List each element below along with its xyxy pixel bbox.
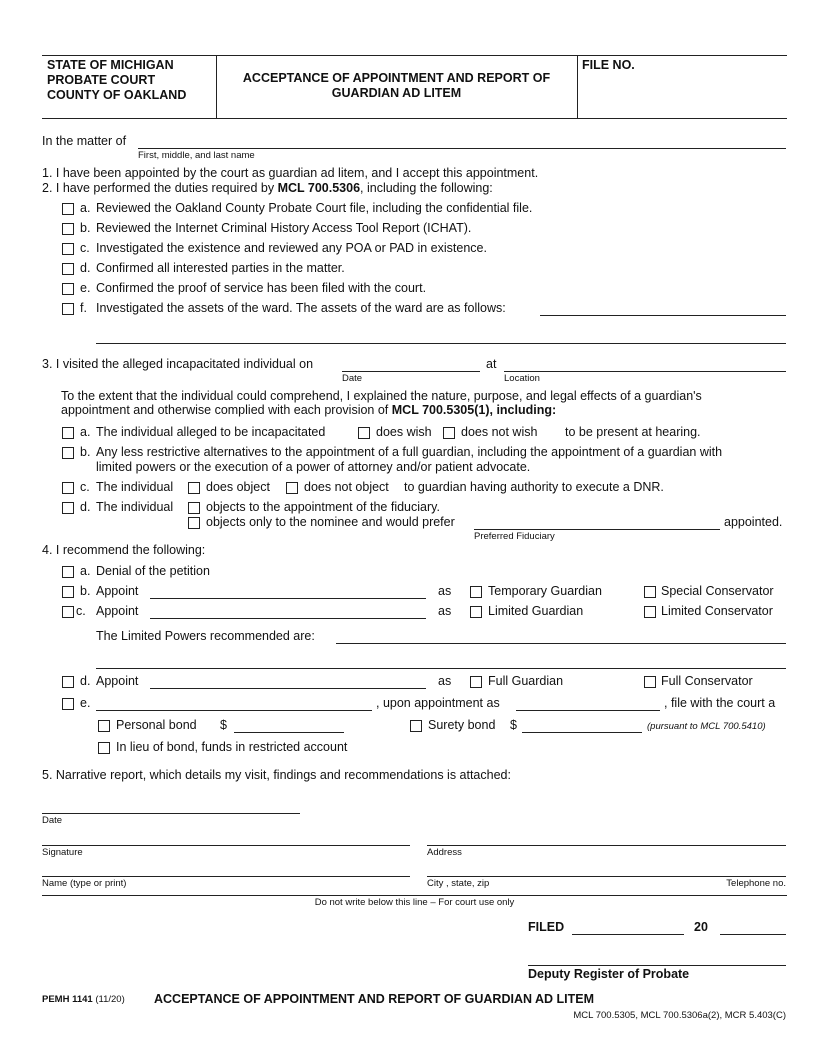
visit-date-line[interactable] <box>342 371 480 372</box>
item-letter: f. <box>80 301 87 315</box>
section-4-title: 4. I recommend the following: <box>42 543 206 557</box>
item-text: limited powers or the execution of a power of attorney and/or patient advocate. <box>96 460 531 474</box>
filed-date-line[interactable] <box>572 934 684 935</box>
surety-bond-amount-line[interactable] <box>522 732 642 733</box>
e-mid-text: , upon appointment as <box>376 696 500 710</box>
name-line[interactable] <box>42 876 410 877</box>
section-3-visited: 3. I visited the alleged incapacitated individual on <box>42 357 314 371</box>
para-pre: appointment and otherwise complied with each provision of <box>61 403 392 417</box>
appoint-label: Appoint <box>96 674 139 688</box>
city-line[interactable] <box>427 876 786 877</box>
section-3-paragraph-2 <box>61 403 556 417</box>
court-use-note: Do not write below this line – For court use only <box>314 897 515 908</box>
item-text: Reviewed the Oakland County Probate Court file, including the confidential file. <box>96 201 533 215</box>
limited-powers-label: The Limited Powers recommended are: <box>96 629 315 643</box>
option-label: Limited Guardian <box>488 604 584 618</box>
checkbox-does-object[interactable] <box>188 482 200 494</box>
checkbox-4e[interactable] <box>62 698 74 710</box>
limited-powers-line-2[interactable] <box>96 668 786 669</box>
court-line: PROBATE COURT <box>47 73 156 87</box>
visit-location-line[interactable] <box>504 371 786 372</box>
option-label: objects to the appointment of the fiduciary. <box>206 500 440 514</box>
item-text: Reviewed the Internet Criminal History Access Tool Report (ICHAT). <box>96 221 472 235</box>
item-letter: e. <box>80 696 91 710</box>
at-label: at <box>486 357 497 371</box>
header-top-rule <box>42 55 787 56</box>
section-2-ref: MCL 700.5306 <box>277 181 361 195</box>
appoint-label: Appoint <box>96 584 139 598</box>
checkbox-2a[interactable] <box>62 203 74 215</box>
section-2-text <box>42 181 493 195</box>
option-label: Temporary Guardian <box>488 584 602 598</box>
item-text: Investigated the assets of the ward. The assets of the ward are as follows: <box>96 301 506 315</box>
checkbox-2b[interactable] <box>62 223 74 235</box>
checkbox-objects-nominee[interactable] <box>188 517 200 529</box>
checkbox-2c[interactable] <box>62 243 74 255</box>
appoint-name-line-d[interactable] <box>150 688 426 689</box>
checkbox-limited-guardian[interactable] <box>470 606 482 618</box>
city-caption: City , state, zip <box>427 878 490 889</box>
option-label: Surety bond <box>428 718 496 732</box>
section-5-text: 5. Narrative report, which details my visit, findings and recommendations is attached: <box>42 768 511 782</box>
section-3-paragraph: To the extent that the individual could comprehend, I explained the nature, purpose, and legal effects of a guardian's <box>61 389 702 403</box>
item-letter: c. <box>76 604 86 618</box>
option-label: does not wish <box>461 425 538 439</box>
item-letter: b. <box>80 584 91 598</box>
form-title: GUARDIAN AD LITEM <box>331 86 462 100</box>
item-letter: b. <box>80 221 91 235</box>
footer-form-id <box>42 994 125 1005</box>
limited-powers-line-1[interactable] <box>336 643 786 644</box>
checkbox-does-not-object[interactable] <box>286 482 298 494</box>
option-label: Personal bond <box>116 718 197 732</box>
option-label: does not object <box>304 480 389 494</box>
section-1-text: 1. I have been appointed by the court as guardian ad litem, and I accept this appointment. <box>42 166 539 180</box>
date-caption: Date <box>42 815 63 826</box>
para-post: , including: <box>489 403 557 417</box>
checkbox-2f[interactable] <box>62 303 74 315</box>
date-caption: Date <box>342 373 363 384</box>
checkbox-does-wish[interactable] <box>358 427 370 439</box>
checkbox-temporary-guardian[interactable] <box>470 586 482 598</box>
item-letter: b. <box>80 445 91 459</box>
item-letter: a. <box>80 201 91 215</box>
signature-line[interactable] <box>42 845 410 846</box>
address-caption: Address <box>427 847 462 858</box>
footer-refs: MCL 700.5305, MCL 700.5306a(2), MCR 5.403(C) <box>573 1010 786 1021</box>
option-label: does wish <box>376 425 432 439</box>
date-line[interactable] <box>42 813 300 814</box>
para-ref: MCL 700.5305(1) <box>391 403 490 417</box>
court-line: STATE OF MICHIGAN <box>47 58 174 72</box>
item-text: The individual <box>96 500 174 514</box>
checkbox-limited-conservator[interactable] <box>644 606 656 618</box>
as-label: as <box>438 674 452 688</box>
pursuant-note: (pursuant to MCL 700.5410) <box>647 721 766 732</box>
section-2-post: , including the following: <box>360 181 493 195</box>
as-label: as <box>438 604 452 618</box>
court-use-rule <box>42 895 787 896</box>
option-label: Full Guardian <box>488 674 564 688</box>
checkbox-full-conservator[interactable] <box>644 676 656 688</box>
item-tail: to guardian having authority to execute a DNR. <box>404 480 664 494</box>
form-title: ACCEPTANCE OF APPOINTMENT AND REPORT OF <box>242 71 551 85</box>
option-label: In lieu of bond, funds in restricted account <box>116 740 348 754</box>
item-text: The individual alleged to be incapacitated <box>96 425 326 439</box>
item-letter: e. <box>80 281 91 295</box>
item-text: The individual <box>96 480 174 494</box>
option-label: does object <box>206 480 270 494</box>
checkbox-surety-bond[interactable] <box>410 720 422 732</box>
checkbox-3c[interactable] <box>62 482 74 494</box>
court-line: COUNTY OF OAKLAND <box>47 88 187 102</box>
preferred-fiduciary-line[interactable] <box>474 529 720 530</box>
item-letter: a. <box>80 564 91 578</box>
checkbox-4d[interactable] <box>62 676 74 688</box>
file-no-field[interactable] <box>582 75 782 115</box>
checkbox-special-conservator[interactable] <box>644 586 656 598</box>
checkbox-4a[interactable] <box>62 566 74 578</box>
option-label: Limited Conservator <box>661 604 773 618</box>
item-letter: d. <box>80 261 91 275</box>
as-label: as <box>438 584 452 598</box>
item-letter: c. <box>80 241 90 255</box>
matter-name-input[interactable] <box>138 134 786 148</box>
item-letter: d. <box>80 674 91 688</box>
item-text: Confirmed all interested parties in the matter. <box>96 261 345 275</box>
assets-line-2[interactable] <box>96 343 786 344</box>
dollar-sign: $ <box>220 718 227 732</box>
address-line[interactable] <box>427 845 786 846</box>
matter-label: In the matter of <box>42 134 127 148</box>
header-divider-2 <box>577 55 578 118</box>
checkbox-2d[interactable] <box>62 263 74 275</box>
item-letter: a. <box>80 425 91 439</box>
checkbox-3d[interactable] <box>62 502 74 514</box>
item-text: Confirmed the proof of service has been filed with the court. <box>96 281 427 295</box>
filed-year-line[interactable] <box>720 934 786 935</box>
appoint-label: Appoint <box>96 604 139 618</box>
appointment-type-line[interactable] <box>516 710 660 711</box>
telephone-caption: Telephone no. <box>726 878 786 889</box>
location-caption: Location <box>504 373 540 384</box>
e-tail-text: , file with the court a <box>664 696 776 710</box>
checkbox-4b[interactable] <box>62 586 74 598</box>
checkbox-personal-bond[interactable] <box>98 720 110 732</box>
filed-year: 20 <box>694 920 708 934</box>
file-no-label: FILE NO. <box>582 58 635 72</box>
checkbox-4c[interactable] <box>62 606 74 618</box>
item-text: Investigated the existence and reviewed any POA or PAD in existence. <box>96 241 487 255</box>
header-bottom-rule <box>42 118 787 119</box>
form-id: PEMH 1141 <box>42 994 93 1005</box>
item-text: Any less restrictive alternatives to the appointment of a full guardian, including the appointment of a guardian with <box>96 445 723 459</box>
personal-bond-amount-line[interactable] <box>234 732 344 733</box>
deputy-label: Deputy Register of Probate <box>528 967 690 981</box>
item-text: Denial of the petition <box>96 564 210 578</box>
footer-title: ACCEPTANCE OF APPOINTMENT AND REPORT OF GUARDIAN AD LITEM <box>154 992 595 1006</box>
signature-caption: Signature <box>42 847 83 858</box>
name-caption: Name (type or print) <box>42 878 127 889</box>
option-label: Full Conservator <box>661 674 753 688</box>
checkbox-3b[interactable] <box>62 447 74 459</box>
preferred-fiduciary-caption: Preferred Fiduciary <box>474 531 555 542</box>
checkbox-full-guardian[interactable] <box>470 676 482 688</box>
appoint-name-line-b[interactable] <box>150 598 426 599</box>
item-letter: d. <box>80 500 91 514</box>
appoint-name-line-e[interactable] <box>96 710 372 711</box>
filed-label: FILED <box>528 920 565 934</box>
checkbox-3a[interactable] <box>62 427 74 439</box>
option-label: Special Conservator <box>661 584 774 598</box>
deputy-line[interactable] <box>528 965 786 966</box>
form-date: (11/20) <box>95 994 125 1005</box>
assets-line-1[interactable] <box>540 315 786 316</box>
dollar-sign: $ <box>510 718 517 732</box>
item-letter: c. <box>80 480 90 494</box>
appoint-name-line-c[interactable] <box>150 618 426 619</box>
section-2-pre: 2. I have performed the duties required by <box>42 181 278 195</box>
checkbox-in-lieu-of-bond[interactable] <box>98 742 110 754</box>
checkbox-objects-fiduciary[interactable] <box>188 502 200 514</box>
item-tail: to be present at hearing. <box>565 425 701 439</box>
option-label: objects only to the nominee and would prefer <box>206 515 455 529</box>
checkbox-does-not-wish[interactable] <box>443 427 455 439</box>
checkbox-2e[interactable] <box>62 283 74 295</box>
matter-name-line <box>138 148 786 149</box>
item-tail: appointed. <box>724 515 783 529</box>
matter-caption: First, middle, and last name <box>138 150 255 161</box>
